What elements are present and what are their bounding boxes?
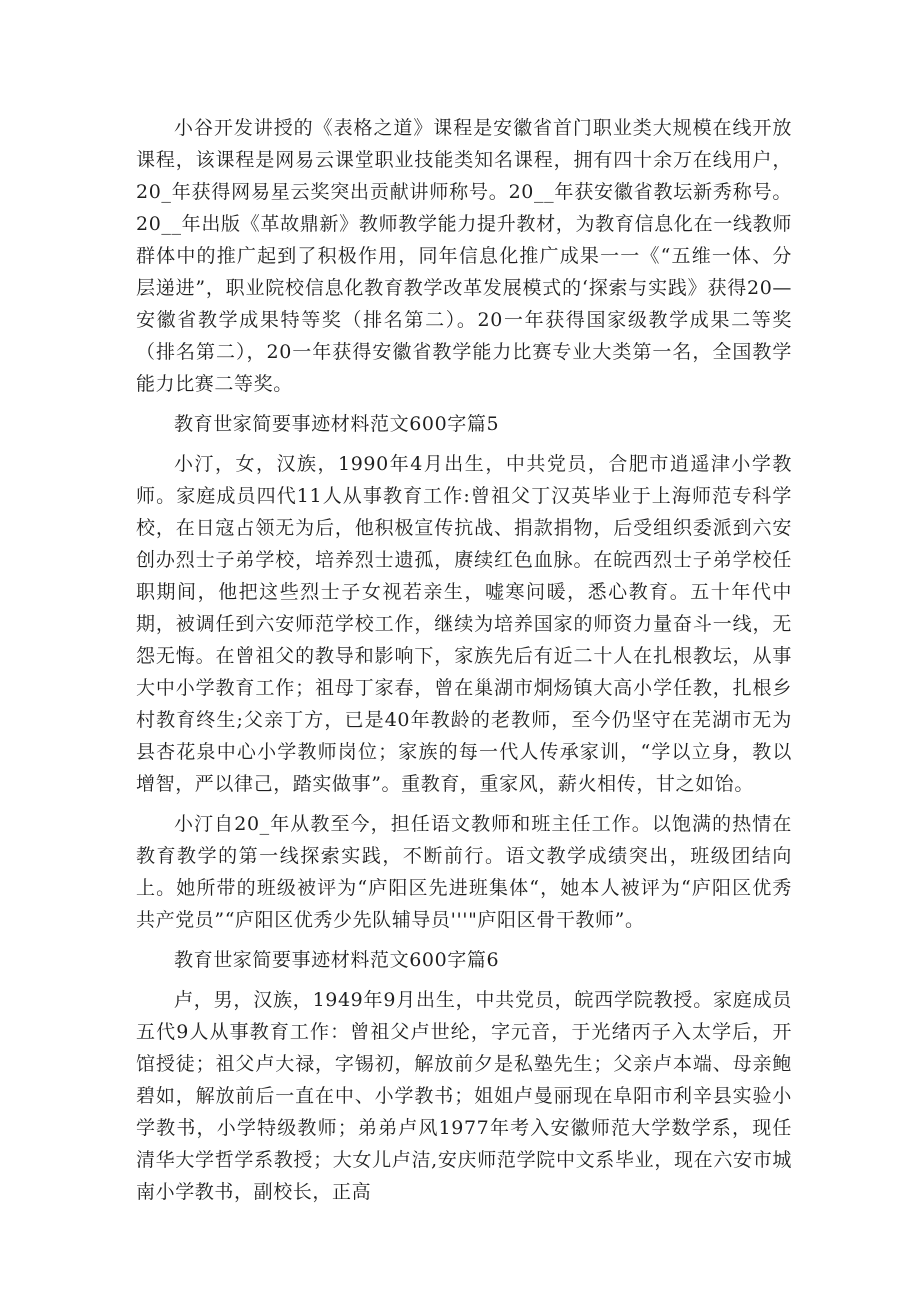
paragraph-lu-family: 卢，男，汉族，1949年9月出生，中共党员，皖西学院教授。家庭成员五代9人从事教育工作：曾祖父卢世纶，字元音，于光绪丙子入太学后，开馆授徒；祖父卢大禄，字锡初，解放前夕是私塾先生；父亲卢本端、母亲鲍碧如，解放前后一直在中、小学教书；姐姐卢曼丽现在阜阳市利辛县实验小学教书，小学特级教师；弟弟卢风1977年考入安徽师范大学数学系，现任清华大学哲学系教授；大女儿卢洁,安庆师范学院中文系毕业，现在六安市城南小学教书，副校长，正高 [136, 989, 792, 1203]
section-heading-5: 教育世家简要事迹材料范文600字篇5 [174, 413, 500, 435]
paragraph-xiaoting-teaching: 小汀自20_年从教至今，担任语文教师和班主任工作。以饱满的热情在教育教学的第一线探索实践，不断前行。语文教学成绩突出，班级团结向上。她所带的班级被评为“庐阳区先进班集体“，她本人被评为“庐阳区优秀共产党员”“庐阳区优秀少先队辅导员'''"庐阳区骨干教师”。 [136, 813, 792, 931]
paragraph-xiaogu-course: 小谷开发讲授的《表格之道》课程是安徽省首门职业类大规模在线开放课程，该课程是网易云课堂职业技能类知名课程，拥有四十余万在线用户，20_年获得网易星云奖突出贡献讲师称号。20__年获安徽省教坛新秀称号。20__年出版《革故鼎新》教师教学能力提升教材，为教育信息化在一线教师群体中的推广起到了积极作用，同年信息化推广成果一一《“五维一体、分层递进”，职业院校信息化教育教学改革发展模式的‘探索与实践》获得20—安徽省教学成果特等奖（排名第二）。20一年获得国家级教学成果二等奖（排名第二），20一年获得安徽省教学能力比赛专业大类第一名，全国教学能力比赛二等奖。 [136, 117, 792, 395]
section-heading-6: 教育世家简要事迹材料范文600字篇6 [174, 949, 500, 971]
document-body [136, 112, 792, 1208]
paragraph-xiaoting-family: 小汀，女，汉族，1990年4月出生，中共党员，合肥市逍遥津小学教师。家庭成员四代11人从事教育工作:曾祖父丁汉英毕业于上海师范专科学校，在日寇占领无为后，他积极宣传抗战、捐款捐物，后受组织委派到六安创办烈士子弟学校，培养烈士遗孤，赓续红色血脉。在皖西烈士子弟学校任职期间，他把这些烈士子女视若亲生，嘘寒问暖，悉心教育。五十年代中期，被调任到六安师范学校工作，继续为培养国家的师资力量奋斗一线，无怨无悔。在曾祖父的教导和影响下，家族先后有近二十人在扎根教坛，从事大中小学教育工作；祖母丁家春，曾在巢湖市烔炀镇大高小学任教，扎根乡村教育终生;父亲丁方，已是40年教龄的老教师，至今仍坚守在芜湖市无为县杏花泉中心小学教师岗位；家族的每一代人传承家训，“学以立身，教以增智，严以律己，踏实做事”。重教育，重家风，薪火相传，甘之如饴。 [136, 453, 792, 795]
